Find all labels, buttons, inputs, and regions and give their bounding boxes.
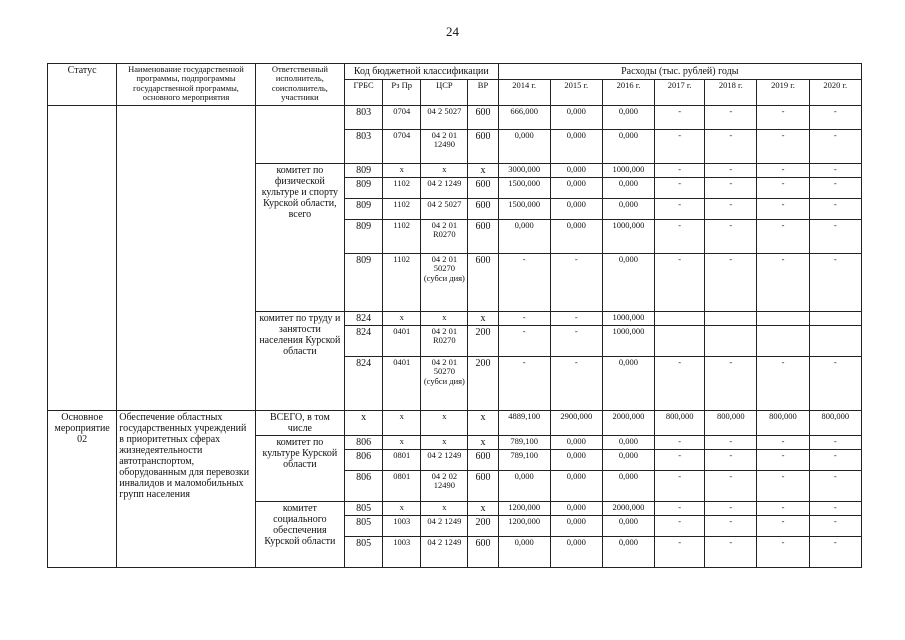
amount-cell: 1000,000 (602, 164, 654, 178)
rzpr-cell: 1102 (383, 178, 421, 199)
vr-cell: 200 (468, 357, 498, 411)
amount-cell: - (757, 537, 809, 568)
amount-cell: - (498, 326, 550, 357)
amount-cell: - (498, 357, 550, 411)
amount-cell: 0,000 (550, 130, 602, 164)
amount-cell: 1200,000 (498, 516, 550, 537)
header-expenses: Расходы (тыс. рублей) годы (498, 64, 861, 80)
rzpr-cell: 0401 (383, 326, 421, 357)
csr-cell: 04 2 01 R0270 (421, 220, 468, 254)
amount-cell: - (655, 436, 705, 450)
amount-cell: - (550, 357, 602, 411)
header-year: 2018 г. (705, 80, 757, 106)
amount-cell (705, 312, 757, 326)
amount-cell: 666,000 (498, 106, 550, 130)
amount-cell: - (757, 254, 809, 312)
amount-cell: - (809, 178, 861, 199)
amount-cell: - (705, 502, 757, 516)
amount-cell: 1000,000 (602, 220, 654, 254)
amount-cell: 0,000 (602, 357, 654, 411)
vr-cell: 600 (468, 106, 498, 130)
amount-cell: 1500,000 (498, 178, 550, 199)
grbs-cell: 809 (345, 199, 383, 220)
amount-cell: - (655, 516, 705, 537)
amount-cell (809, 326, 861, 357)
vr-cell: x (468, 312, 498, 326)
executor-cell: комитет по физической культуре и спорту Курской области, всего (255, 164, 344, 312)
vr-cell: 600 (468, 450, 498, 471)
csr-cell: x (421, 436, 468, 450)
amount-cell: 0,000 (550, 164, 602, 178)
status-cell: Основное мероприятие 02 (48, 411, 117, 568)
rzpr-cell: 1102 (383, 254, 421, 312)
rzpr-cell: 0704 (383, 106, 421, 130)
rzpr-cell: 1003 (383, 516, 421, 537)
amount-cell: - (809, 357, 861, 411)
grbs-cell: 809 (345, 254, 383, 312)
csr-cell: x (421, 502, 468, 516)
header-year: 2019 г. (757, 80, 809, 106)
header-year: 2020 г. (809, 80, 861, 106)
grbs-cell: 803 (345, 130, 383, 164)
amount-cell: - (705, 130, 757, 164)
amount-cell: - (705, 516, 757, 537)
amount-cell (809, 312, 861, 326)
header-year: 2015 г. (550, 80, 602, 106)
amount-cell: 1500,000 (498, 199, 550, 220)
amount-cell: 0,000 (550, 220, 602, 254)
program-name-cell (117, 106, 255, 411)
csr-cell: 04 2 5027 (421, 199, 468, 220)
amount-cell: 0,000 (550, 471, 602, 502)
amount-cell: - (705, 164, 757, 178)
amount-cell: 0,000 (550, 502, 602, 516)
amount-cell: 1200,000 (498, 502, 550, 516)
amount-cell: - (655, 254, 705, 312)
rzpr-cell: 1102 (383, 220, 421, 254)
vr-cell: 600 (468, 130, 498, 164)
header-vr: ВР (468, 80, 498, 106)
csr-cell: x (421, 312, 468, 326)
vr-cell: 200 (468, 516, 498, 537)
grbs-cell: 824 (345, 312, 383, 326)
amount-cell: - (809, 220, 861, 254)
amount-cell: 0,000 (550, 199, 602, 220)
amount-cell: - (705, 537, 757, 568)
amount-cell: - (550, 312, 602, 326)
amount-cell: - (705, 220, 757, 254)
amount-cell: 0,000 (602, 450, 654, 471)
amount-cell: - (705, 357, 757, 411)
amount-cell: 0,000 (602, 471, 654, 502)
csr-cell: 04 2 5027 (421, 106, 468, 130)
amount-cell: - (705, 178, 757, 199)
amount-cell: - (705, 471, 757, 502)
vr-cell: 600 (468, 471, 498, 502)
csr-cell: x (421, 164, 468, 178)
grbs-cell: 806 (345, 471, 383, 502)
amount-cell: - (809, 537, 861, 568)
amount-cell (705, 326, 757, 357)
amount-cell: - (757, 471, 809, 502)
amount-cell: - (757, 178, 809, 199)
header-rzpr: Рз Пр (383, 80, 421, 106)
csr-cell: 04 2 01 R0270 (421, 326, 468, 357)
csr-cell: 04 2 1249 (421, 178, 468, 199)
amount-cell: 0,000 (602, 106, 654, 130)
amount-cell: - (809, 502, 861, 516)
amount-cell: 0,000 (602, 199, 654, 220)
amount-cell: 0,000 (498, 130, 550, 164)
amount-cell: - (498, 312, 550, 326)
rzpr-cell: 0704 (383, 130, 421, 164)
amount-cell (655, 326, 705, 357)
amount-cell: - (655, 450, 705, 471)
amount-cell: - (757, 436, 809, 450)
vr-cell: 600 (468, 178, 498, 199)
amount-cell: 0,000 (498, 471, 550, 502)
rzpr-cell: 1003 (383, 537, 421, 568)
amount-cell: - (757, 199, 809, 220)
grbs-cell: 806 (345, 436, 383, 450)
rzpr-cell: x (383, 164, 421, 178)
amount-cell: - (498, 254, 550, 312)
amount-cell: - (655, 537, 705, 568)
amount-cell: 3000,000 (498, 164, 550, 178)
amount-cell: 789,100 (498, 436, 550, 450)
amount-cell: 1000,000 (602, 326, 654, 357)
amount-cell: - (655, 164, 705, 178)
amount-cell: - (809, 106, 861, 130)
amount-cell: - (757, 516, 809, 537)
amount-cell (757, 326, 809, 357)
amount-cell: 0,000 (602, 254, 654, 312)
amount-cell: - (809, 436, 861, 450)
amount-cell: 800,000 (757, 411, 809, 436)
amount-cell: - (705, 450, 757, 471)
table-row (48, 106, 862, 130)
amount-cell: - (655, 178, 705, 199)
amount-cell: 2000,000 (602, 502, 654, 516)
amount-cell: - (550, 326, 602, 357)
csr-cell: 04 2 02 12490 (421, 471, 468, 502)
amount-cell: 0,000 (550, 106, 602, 130)
amount-cell: 0,000 (498, 220, 550, 254)
amount-cell: 0,000 (602, 178, 654, 199)
amount-cell: - (757, 220, 809, 254)
csr-cell: 04 2 1249 (421, 537, 468, 568)
grbs-cell: 809 (345, 178, 383, 199)
amount-cell: 0,000 (602, 436, 654, 450)
vr-cell: x (468, 164, 498, 178)
amount-cell: - (757, 502, 809, 516)
amount-cell: - (655, 502, 705, 516)
executor-cell: комитет по труду и занятости населения Курской области (255, 312, 344, 411)
amount-cell: - (705, 199, 757, 220)
amount-cell: 2000,000 (602, 411, 654, 436)
header-csr: ЦСР (421, 80, 468, 106)
amount-cell: 0,000 (550, 436, 602, 450)
grbs-cell: 805 (345, 537, 383, 568)
rzpr-cell: x (383, 436, 421, 450)
csr-cell: 04 2 01 50270 (субси дия) (421, 254, 468, 312)
amount-cell: - (705, 436, 757, 450)
table-row (48, 411, 862, 436)
amount-cell: - (757, 450, 809, 471)
amount-cell: - (655, 357, 705, 411)
header-year: 2014 г. (498, 80, 550, 106)
amount-cell: - (705, 254, 757, 312)
grbs-cell: 803 (345, 106, 383, 130)
csr-cell: 04 2 01 50270 (субси дия) (421, 357, 468, 411)
amount-cell: - (655, 471, 705, 502)
grbs-cell: x (345, 411, 383, 436)
program-name-cell: Обеспечение областных государственных учреждений в приоритетных сферах жизнедеятельности автотранспортом, оборудованным для перевозки инвалидов и маломобильных групп населения (117, 411, 255, 568)
header-program-name: Наименование государственной программы, подпрограммы государственной программы, основного мероприятия (117, 64, 255, 106)
amount-cell: - (757, 357, 809, 411)
amount-cell: - (809, 199, 861, 220)
amount-cell: - (655, 130, 705, 164)
rzpr-cell: 0401 (383, 357, 421, 411)
vr-cell: 600 (468, 537, 498, 568)
rzpr-cell: x (383, 312, 421, 326)
rzpr-cell: 0801 (383, 471, 421, 502)
grbs-cell: 809 (345, 220, 383, 254)
executor-cell (255, 106, 344, 164)
rzpr-cell: x (383, 411, 421, 436)
table-header (48, 64, 862, 106)
header-executor: Ответственный исполнитель, соисполнитель, участники (255, 64, 344, 106)
amount-cell: 0,000 (602, 130, 654, 164)
amount-cell (757, 312, 809, 326)
vr-cell: x (468, 411, 498, 436)
rzpr-cell: x (383, 502, 421, 516)
amount-cell: - (809, 130, 861, 164)
vr-cell: x (468, 436, 498, 450)
amount-cell: - (655, 199, 705, 220)
executor-cell: комитет по культуре Курской области (255, 436, 344, 502)
amount-cell: 0,000 (550, 450, 602, 471)
table-body (48, 106, 862, 568)
vr-cell: 200 (468, 326, 498, 357)
csr-cell: 04 2 1249 (421, 516, 468, 537)
grbs-cell: 805 (345, 516, 383, 537)
header-year: 2017 г. (655, 80, 705, 106)
amount-cell: 4889,100 (498, 411, 550, 436)
csr-cell: x (421, 411, 468, 436)
amount-cell: - (757, 164, 809, 178)
budget-table (47, 63, 862, 568)
grbs-cell: 824 (345, 326, 383, 357)
header-year: 2016 г. (602, 80, 654, 106)
status-cell (48, 106, 117, 411)
amount-cell: - (757, 106, 809, 130)
vr-cell: 600 (468, 220, 498, 254)
amount-cell: 0,000 (550, 537, 602, 568)
header-status: Статус (48, 64, 117, 106)
amount-cell: - (550, 254, 602, 312)
header-grbs: ГРБС (345, 80, 383, 106)
amount-cell (655, 312, 705, 326)
amount-cell: - (809, 471, 861, 502)
vr-cell: 600 (468, 254, 498, 312)
amount-cell: 800,000 (809, 411, 861, 436)
amount-cell: - (655, 106, 705, 130)
executor-cell: ВСЕГО, в том числе (255, 411, 344, 436)
amount-cell: - (809, 450, 861, 471)
grbs-cell: 824 (345, 357, 383, 411)
amount-cell: - (809, 254, 861, 312)
rzpr-cell: 1102 (383, 199, 421, 220)
amount-cell: 0,000 (498, 537, 550, 568)
amount-cell: 2900,000 (550, 411, 602, 436)
amount-cell: - (809, 516, 861, 537)
rzpr-cell: 0801 (383, 450, 421, 471)
grbs-cell: 806 (345, 450, 383, 471)
amount-cell: 0,000 (550, 516, 602, 537)
amount-cell: - (655, 220, 705, 254)
page-number: 24 (446, 24, 459, 39)
amount-cell: 0,000 (602, 516, 654, 537)
amount-cell: 789,100 (498, 450, 550, 471)
amount-cell: 0,000 (602, 537, 654, 568)
csr-cell: 04 2 01 12490 (421, 130, 468, 164)
executor-cell: комитет социального обеспечения Курской области (255, 502, 344, 568)
amount-cell: - (757, 130, 809, 164)
amount-cell: - (705, 106, 757, 130)
csr-cell: 04 2 1249 (421, 450, 468, 471)
amount-cell: 0,000 (550, 178, 602, 199)
grbs-cell: 805 (345, 502, 383, 516)
header-budget-code: Код бюджетной классификации (345, 64, 499, 80)
amount-cell: - (809, 164, 861, 178)
amount-cell: 1000,000 (602, 312, 654, 326)
grbs-cell: 809 (345, 164, 383, 178)
amount-cell: 800,000 (655, 411, 705, 436)
vr-cell: 600 (468, 199, 498, 220)
amount-cell: 800,000 (705, 411, 757, 436)
vr-cell: x (468, 502, 498, 516)
